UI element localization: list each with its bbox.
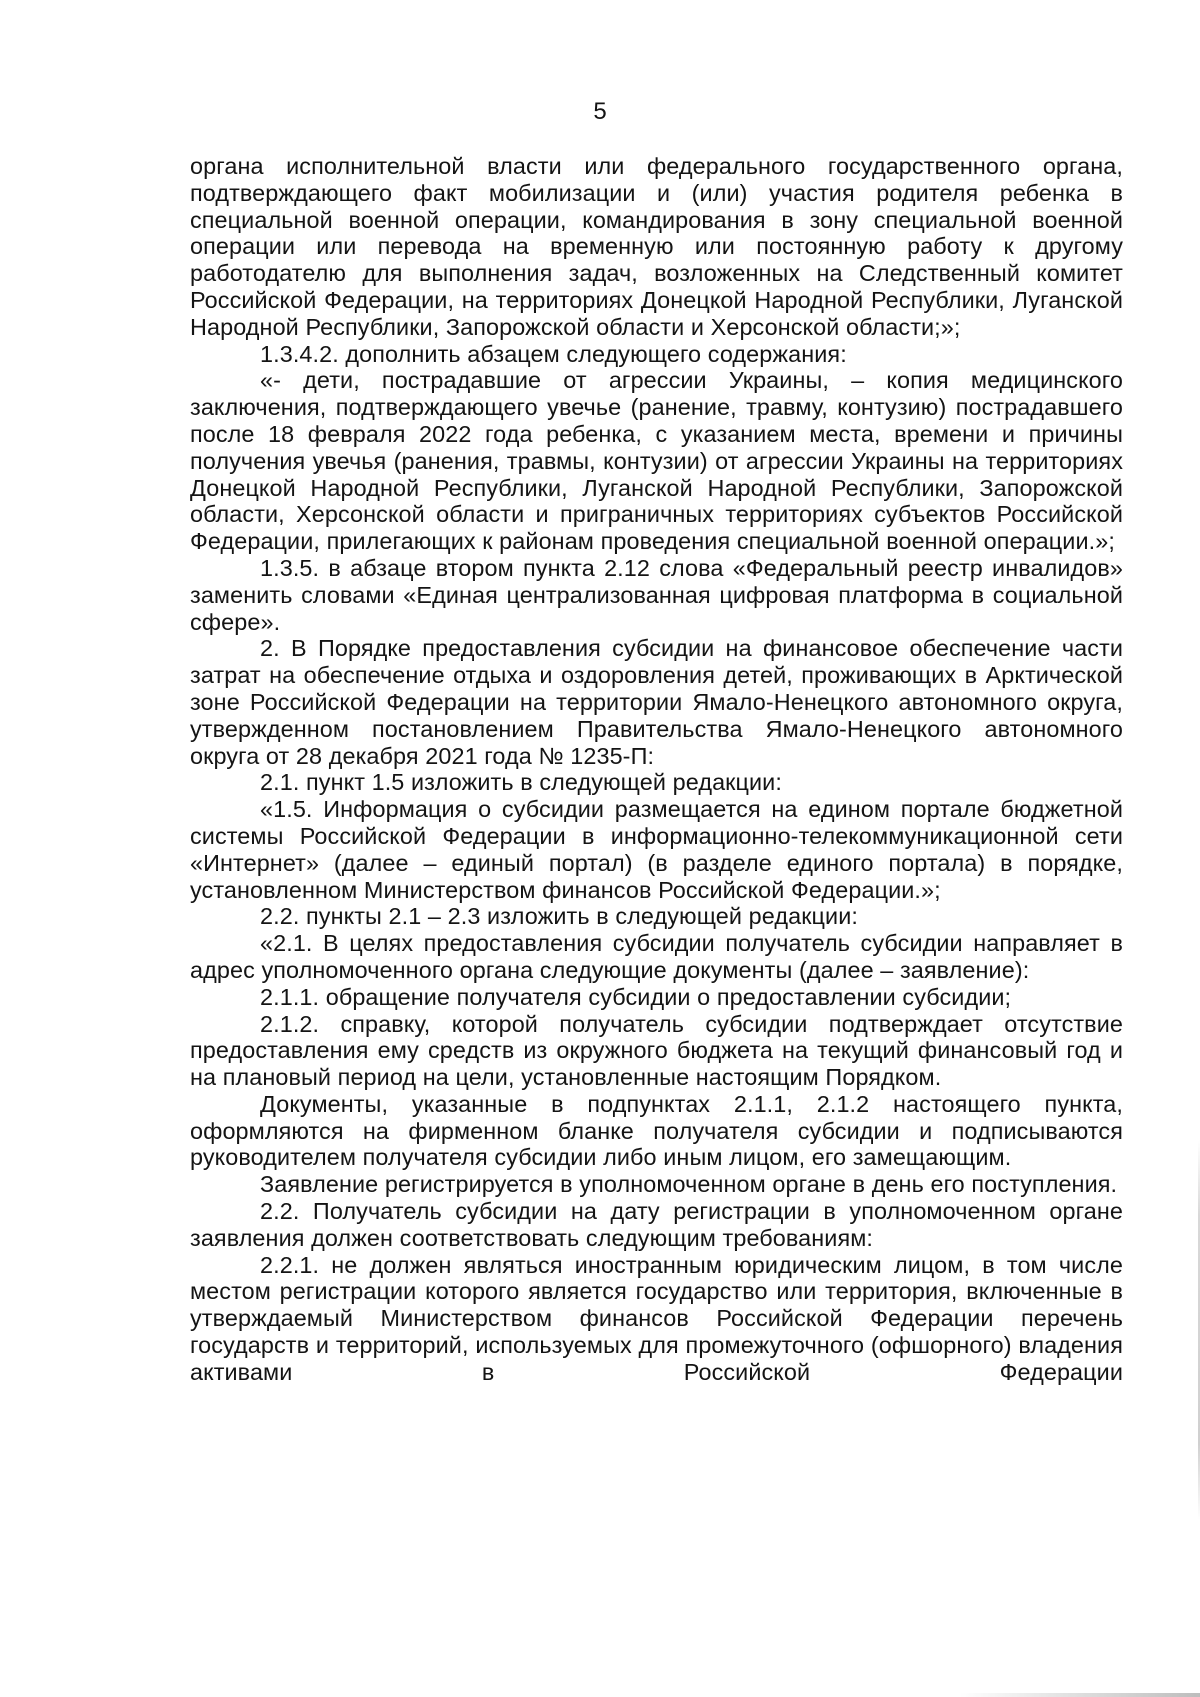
paragraph-2-1-1: 2.1.1. обращение получателя субсидии о предоставлении субсидии;	[260, 983, 1012, 1010]
paragraph-2-1-purpose: «2.1. В целях предоставления субсидии получатель субсидии направляет в адрес уполномоченного органа следующие документы (далее – заявление):	[190, 930, 1123, 983]
scan-edge-shadow-bottom	[960, 1693, 1200, 1697]
paragraph-1-5-info: «1.5. Информация о субсидии размещается на едином портале бюджетной системы Российской Федерации в информационно-телекоммуникационной сети «Интернет» (далее – единый портал) (в разделе единого портала) в порядке, установленном Министерством финансов Российской Федерации.»;	[190, 796, 1123, 903]
paragraph-continuation: органа исполнительной власти или федерального государственного органа, подтверждающего факт мобилизации и (или) участия родителя ребенка в специальной военной операции, командирования в зону специальной военной операции или перевода на временную или постоянную работу к другому работодателю для выполнения задач, возложенных на Следственный комитет Российской Федерации, на территориях Донецкой Народной Республики, Луганской Народной Республики, Запорожской области и Херсонской области;»;	[190, 153, 1123, 340]
paragraph-2-2-points: 2.2. пункты 2.1 – 2.3 изложить в следующей редакции:	[260, 903, 858, 930]
document-body	[190, 153, 1123, 1386]
paragraph-children-victims: «- дети, пострадавшие от агрессии Украины, – копия медицинского заключения, подтверждающего увечье (ранение, травму, контузию) пострадавшего после 18 февраля 2022 года ребенка, с указанием места, времени и причины получения увечья (ранения, травмы, контузии) от агрессии Украины на территориях Донецкой Народной Республики, Луганской Народной Республики, Запорожской области, Херсонской области и приграничных территориях субъектов Российской Федерации, прилегающих к районам проведения специальной военной операции.»;	[190, 367, 1123, 555]
paragraph-2-order: 2. В Порядке предоставления субсидии на финансовое обеспечение части затрат на обеспечение отдыха и оздоровления детей, проживающих в Арктической зоне Российской Федерации на территории Ямало-Ненецкого автономного округа, утвержденном постановлением Правительства Ямало-Ненецкого автономного округа от 28 декабря 2021 года № 1235-П:	[190, 635, 1123, 769]
paragraph-2-1-2: 2.1.2. справку, которой получатель субсидии подтверждает отсутствие предоставления ему средств из окружного бюджета на текущий финансовый год и на плановый период на цели, установленные настоящим Порядком.	[190, 1010, 1123, 1091]
paragraph-documents: Документы, указанные в подпунктах 2.1.1, 2.1.2 настоящего пункта, оформляются на фирменном бланке получателя субсидии и подписываются руководителем получателя субсидии либо иным лицом, его замещающим.	[190, 1090, 1123, 1171]
page-number: 5	[593, 98, 607, 125]
paragraph-2-2-1: 2.2.1. не должен являться иностранным юридическим лицом, в том числе местом регистрации которого является государство или территория, включенные в утверждаемый Министерством финансов Российской Федерации перечень государств и территорий, используемых для промежуточного (офшорного) владения активами в Российской Федерации	[190, 1251, 1123, 1385]
paragraph-registration: Заявление регистрируется в уполномоченном органе в день его поступления.	[260, 1171, 1118, 1198]
paragraph-2-2-requirements: 2.2. Получатель субсидии на дату регистрации в уполномоченном органе заявления должен соответствовать следующим требованиям:	[190, 1198, 1123, 1251]
paragraph-1-3-4-2: 1.3.4.2. дополнить абзацем следующего содержания:	[260, 340, 847, 367]
paragraph-2-1: 2.1. пункт 1.5 изложить в следующей редакции:	[260, 769, 782, 796]
paragraph-1-3-5: 1.3.5. в абзаце втором пункта 2.12 слова «Федеральный реестр инвалидов» заменить словами «Единая централизованная цифровая платформа в социальной сфере».	[190, 554, 1123, 635]
